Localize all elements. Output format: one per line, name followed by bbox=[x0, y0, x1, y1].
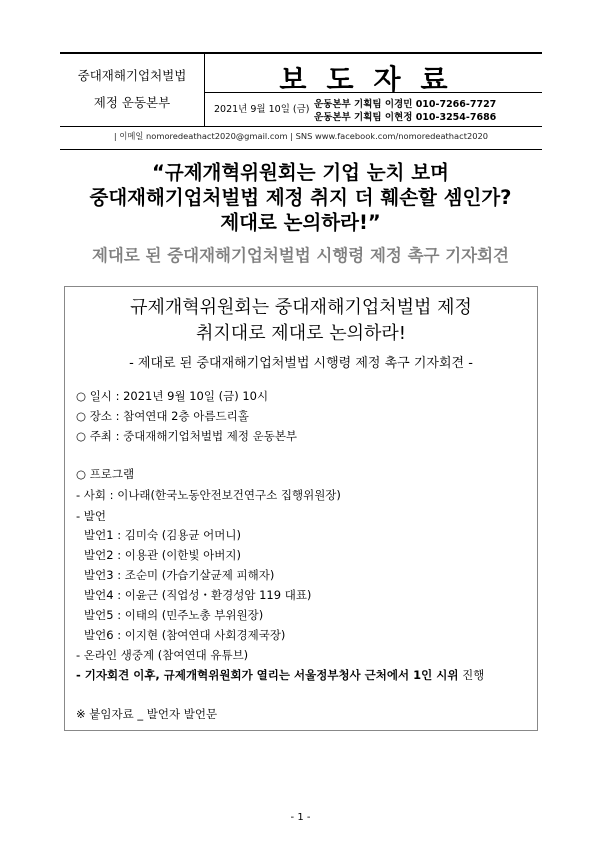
contact-line-1: 운동본부 기획팀 이경민 010-7266-7727 bbox=[314, 99, 497, 110]
box-title-line-2: 취지대로 제대로 논의하라! bbox=[196, 323, 406, 344]
speaker-item: 발언3 : 조순미 (가습기살균제 피해자) bbox=[84, 568, 275, 582]
box-subtitle: - 제대로 된 중대재해기업처벌법 시행령 제정 촉구 기자회견 - bbox=[129, 356, 473, 371]
speaker-item: 발언4 : 이윤근 (직업성・환경성암 119 대표) bbox=[84, 588, 312, 602]
speaker-item: 발언1 : 김미숙 (김용균 어머니) bbox=[84, 528, 241, 542]
program-online-stream: - 온라인 생중계 (참여연대 유튜브) bbox=[76, 648, 249, 662]
protest-bold-text: - 기자회견 이후, 규제개혁위원회가 열리는 서울정부청사 근처에서 1인 시위 bbox=[76, 668, 459, 682]
speaker-item: 발언2 : 이용관 (이한빛 아버지) bbox=[84, 548, 241, 562]
speaker-item: 발언5 : 이태의 (민주노총 부위원장) bbox=[84, 608, 264, 622]
org-name-line1: 중대재해기업처벌법 bbox=[77, 68, 187, 83]
program-speech-label: - 발언 bbox=[76, 509, 107, 523]
page-number: - 1 - bbox=[290, 812, 311, 823]
event-place: ○ 장소 : 참여연대 2층 아름드리홀 bbox=[76, 409, 249, 423]
program-protest bbox=[76, 667, 484, 683]
press-release-title: 보도자료 bbox=[279, 63, 468, 96]
contact-email-sns: | 이메일 nomoredeathact2020@gmail.com | SNS www.facebook.com/nomoredeathact2020 bbox=[113, 131, 489, 141]
program-label: ○ 프로그램 bbox=[76, 467, 135, 481]
contact-line-2: 운동본부 기획팀 이현정 010-3254-7686 bbox=[314, 112, 497, 123]
event-date: ○ 일시 : 2021년 9월 10일 (금) 10시 bbox=[76, 389, 269, 403]
press-header bbox=[60, 52, 542, 150]
box-title-line-1: 규제개혁위원회는 중대재해기업처벌법 제정 bbox=[130, 297, 472, 318]
event-host: ○ 주최 : 중대재해기업처벌법 제정 운동본부 bbox=[76, 429, 298, 443]
org-name-line2: 제정 운동본부 bbox=[93, 95, 171, 110]
header-mid-rule bbox=[60, 126, 542, 127]
headline-line-3: 제대로 논의하라!” bbox=[220, 211, 381, 234]
headline-line-1: “규제개혁위원회는 기업 눈치 보며 bbox=[152, 161, 449, 184]
attachment-note: ※ 붙임자료 _ 발언자 발언문 bbox=[76, 707, 218, 721]
protest-normal-text: 진행 bbox=[458, 668, 485, 682]
headline-line-2: 중대재해기업처벌법 제정 취지 더 훼손할 셈인가? bbox=[89, 186, 512, 209]
speaker-item: 발언6 : 이지현 (참여연대 사회경제국장) bbox=[84, 628, 286, 642]
program-moderator: - 사회 : 이나래(한국노동안전보건연구소 집행위원장) bbox=[76, 488, 341, 502]
header-top-rule bbox=[60, 52, 542, 54]
subheadline: 제대로 된 중대재해기업처벌법 시행령 제정 촉구 기자회견 bbox=[91, 246, 509, 265]
release-date: 2021년 9월 10일 (금) bbox=[214, 104, 310, 115]
header-bottom-rule bbox=[60, 149, 542, 150]
